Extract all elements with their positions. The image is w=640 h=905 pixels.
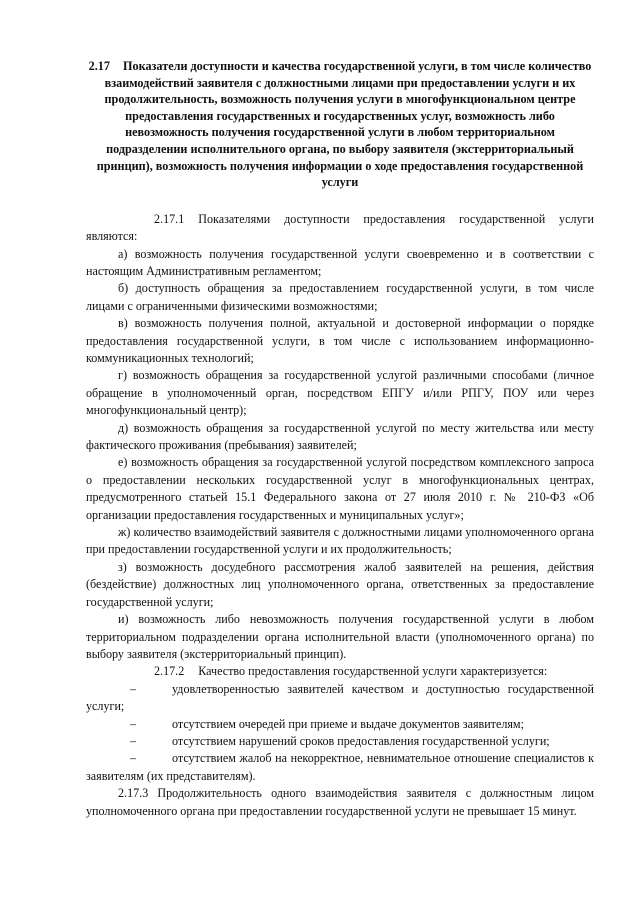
document-body xyxy=(86,211,594,820)
dash-item-text: отсутствием нарушений сроков предоставления государственной услуги; xyxy=(172,733,550,748)
list-item-d: д) возможность обращения за государственной услугой по месту жительства или месту фактического проживания (пребывания) заявителей; xyxy=(86,420,594,453)
dash-bullet: – xyxy=(130,751,137,766)
paragraph-number: 2.17.1 xyxy=(154,211,185,226)
dash-list-item xyxy=(86,716,594,733)
dash-bullet: – xyxy=(130,733,137,748)
paragraph-2-17-3: 2.17.3 Продолжительность одного взаимодействия заявителя с должностным лицом уполномоченного органа при предоставлении государственной услуги не превышает 15 минут. xyxy=(86,786,594,818)
dash-item-text: отсутствием жалоб на некорректное, невнимательное отношение специалистов к заявителям (их представителям). xyxy=(86,751,594,783)
list-item-zh: ж) количество взаимодействий заявителя с должностными лицами уполномоченного органа при предоставлении государственной услуги и их продолжительность; xyxy=(86,525,594,557)
paragraph-text: Качество предоставления государственной услуги характеризуется: xyxy=(198,664,548,679)
list-item-v: в) возможность получения полной, актуальной и достоверной информации о порядке предоставления государственной услуги, в том числе с использованием информационно-коммуникационных технологий; xyxy=(86,316,594,365)
paragraph-number: 2.17.2 xyxy=(154,664,185,679)
section-heading xyxy=(86,58,594,191)
dash-list-item xyxy=(86,733,594,750)
list-item-i: и) возможность либо невозможность получения государственной услуги в любом территориальном подразделении органа исполнительной власти (уполномоченного органа) по выбору заявителя (экстерриториальный принцип). xyxy=(86,612,594,661)
dash-item-text: отсутствием очередей при приеме и выдаче документов заявителям; xyxy=(172,716,524,731)
dash-bullet: – xyxy=(130,681,137,696)
paragraph-2-17-1 xyxy=(86,211,594,246)
list-item-a: а) возможность получения государственной услуги своевременно и в соответствии с настоящим Административным регламентом; xyxy=(86,246,594,278)
dash-bullet: – xyxy=(130,716,137,731)
heading-text: Показатели доступности и качества государственной услуги, в том числе количество взаимодействий заявителя с должностными лицами при предоставлении услуги и их продолжительность, возможность получения услуги в многофункциональном центре предоставления государственных и государственных услуг, возможность либо невозможность получения государственной услуги в любом территориальном подразделении исполнительного органа, по выбору заявителя (экстерриториальный принцип), возможность получения информации о ходе предоставления государственной услуги xyxy=(96,59,592,190)
list-item-e: е) возможность обращения за государственной услугой посредством комплексного запроса о предоставлении нескольких государственной услуг в многофункциональных центрах, предусмотренного статьей 15.1 Федерального закона от 27 июля 2010 г. № 210-ФЗ «Об организации предоставления государственных и муниципальных услуг»; xyxy=(86,455,594,522)
dash-list-item xyxy=(86,681,594,716)
paragraph-text: Показателями доступности предоставления государственной услуги являются: xyxy=(86,211,594,244)
list-item-z: з) возможность досудебного рассмотрения жалоб заявителей на решения, действия (бездействие) должностных лиц уполномоченного органа, ответственных за предоставление государственной услуги; xyxy=(86,559,594,609)
dash-item-text: удовлетворенностью заявителей качеством и доступностью государственной услуги; xyxy=(86,681,594,714)
dash-list-item xyxy=(86,750,594,785)
paragraph-2-17-2 xyxy=(86,663,594,680)
list-item-b: б) доступность обращения за предоставлением государственной услуги, в том числе лицами с ограниченными физическими возможностями; xyxy=(86,281,594,313)
heading-number: 2.17 xyxy=(88,59,110,73)
list-item-g: г) возможность обращения за государственной услугой различными способами (личное обращение в уполномоченный орган, посредством ЕПГУ и/или РПГУ, ПОУ или через многофункциональный центр); xyxy=(86,368,594,418)
